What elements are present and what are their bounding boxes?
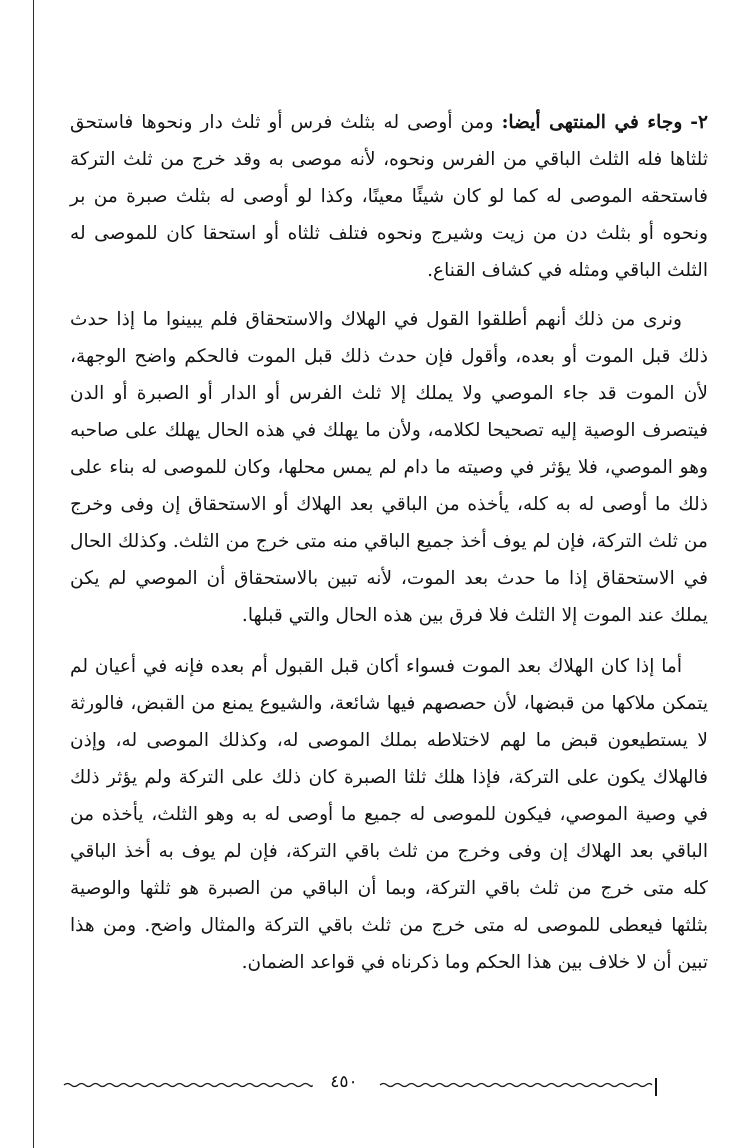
- page-body: [70, 104, 708, 995]
- item-number: ٢-: [690, 112, 708, 133]
- paragraph-1: [70, 104, 708, 289]
- paragraph-2-text: ونرى من ذلك أنهم أطلقوا القول في الهلاك والاستحقاق فلم يبينوا ما إذا حدث ذلك قبل الموت أو بعده، وأقول فإن حدث ذلك قبل الموت فالحكم واضح الوجهة، لأن الموت قد جاء الموصي ولا يملك إلا ثلث الفرس أو الدار أو الصبرة أو الدن فيتصرف الوصية إليه تصحيحا لكلامه، ولأن ما يهلك في هذه الحال يهلك على صاحبه وهو الموصي، فلا يؤثر في وصيته ما دام لم يمس محلها، وكان للموصى له بناء على ذلك ما أوصى له به كله، يأخذه من الباقي بعد الهلاك أو الاستحقاق إن وفى وخرج من ثلث التركة، فإن لم يوف أخذ جميع الباقي منه متى خرج من الثلث. وكذلك الحال في الاستحقاق إذا ما حدث بعد الموت، لأنه تبين بالاستحقاق أن الموصي لم يكن يملك عند الموت إلا الثلث فلا فرق بين هذه الحال والتي قبلها.: [70, 309, 708, 626]
- paragraph-3: [70, 648, 708, 981]
- page-number: ٤٥٠: [316, 1072, 372, 1092]
- paragraph-lead: وجاء في المنتهى أيضا:: [501, 112, 683, 133]
- paragraph-1-text: ومن أوصى له بثلث فرس أو ثلث دار ونحوها فاستحق ثلثاها فله الثلث الباقي من الفرس ونحوه، لأنه موصى به وقد خرج من ثلث التركة فاستحقه الموصى له كما لو كان شيئًا معينًا، وكذا لو أوصى له بثلث صبرة من بر ونحوه أو بثلث دن من زيت وشيرج ونحوه فتلف ثلثاه أو استحقا كان للموصى له الثلث الباقي ومثله في كشاف القناع.: [70, 112, 708, 281]
- footer-tick: [655, 1078, 657, 1096]
- page-left-border: [33, 0, 34, 1148]
- paragraph-3-text: أما إذا كان الهلاك بعد الموت فسواء أكان قبل القبول أم بعده فإنه في أعيان لم يتمكن ملاكها من قبضها، لأن حصصهم فيها شائعة، والشيوع يمنع من القبض، فالورثة لا يستطيعون قبض ما لهم لاختلاطه بملك الموصى له، وكذلك الموصى له، وإذن فالهلاك يكون على التركة، فإذا هلك ثلثا الصبرة كان ذلك على التركة ولم يؤثر ذلك في وصية الموصي، فيكون للموصى له جميع ما أوصى له به وهو الثلث، يأخذه من الباقي بعد الهلاك إن وفى وخرج من ثلث باقي التركة، فإن لم يوف به أخذ الباقي كله متى خرج من ثلث باقي التركة، وبما أن الباقي من الصبرة هو ثلثها والوصية بثلثها فيعطى للموصى له متى خرج من ثلث باقي التركة والمثال واضح. ومن هذا تبين أن لا خلاف بين هذا الحكم وما ذكرناه في قواعد الضمان.: [70, 656, 709, 973]
- paragraph-2: [70, 301, 708, 634]
